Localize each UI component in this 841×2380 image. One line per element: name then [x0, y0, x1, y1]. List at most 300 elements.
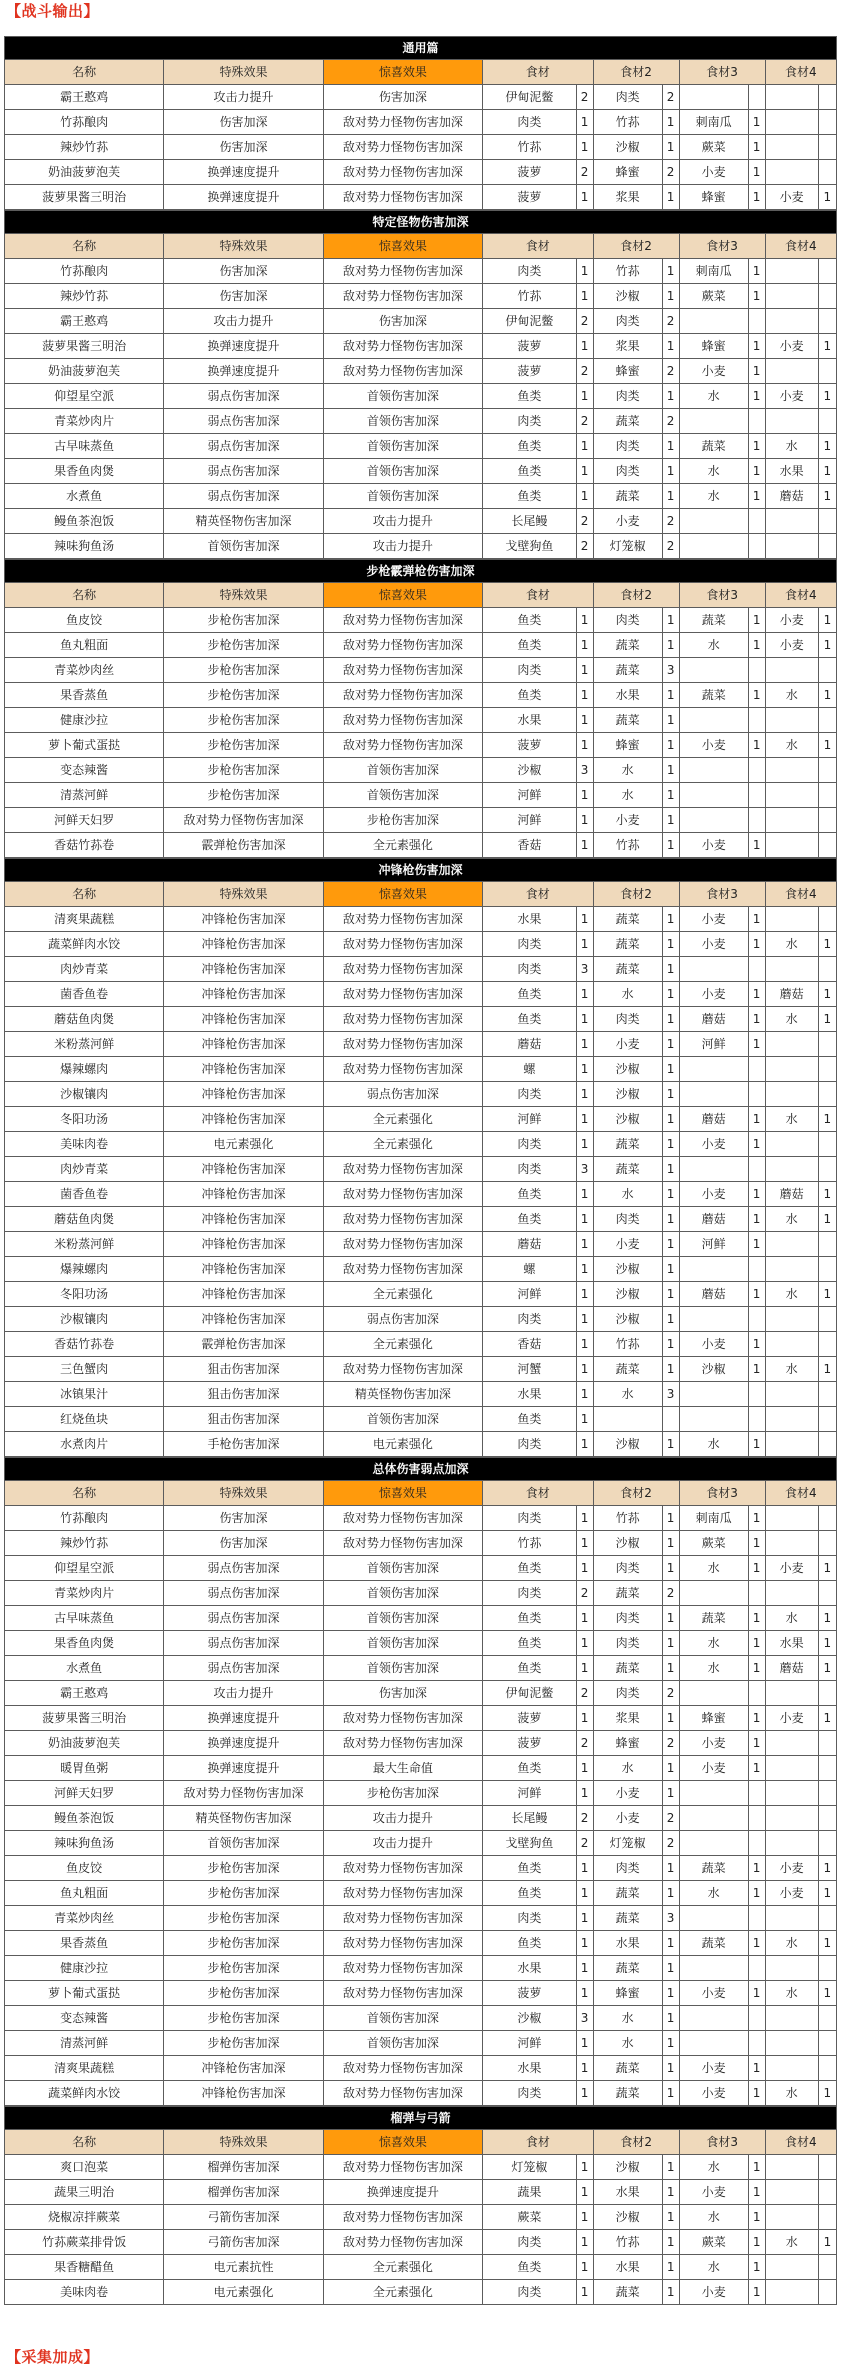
cell-ing2: 蔬菜: [593, 2081, 662, 2106]
cell-ing4-qty: 1: [818, 459, 836, 484]
cell-ing4: [765, 1581, 818, 1606]
cell-ing3: 水: [679, 1631, 748, 1656]
cell-ing1: 鱼类: [483, 1207, 576, 1232]
cell-ing2-qty: 1: [662, 2180, 679, 2205]
cell-ing3-qty: 1: [748, 1756, 765, 1781]
table-row: [5, 1656, 837, 1681]
cell-ing3: 蔬菜: [679, 608, 748, 633]
cell-name: 三色蟹肉: [5, 1357, 164, 1382]
cell-ing4: [765, 1132, 818, 1157]
cell-ing4-qty: [818, 658, 836, 683]
cell-ing2: 肉类: [593, 459, 662, 484]
cell-ing1: 伊甸泥鳖: [483, 1681, 576, 1706]
cell-ing2: 水: [593, 758, 662, 783]
cell-effect: 冲锋枪伤害加深: [164, 1207, 323, 1232]
cell-ing2: 蔬菜: [593, 907, 662, 932]
cell-ing2-qty: 1: [662, 1282, 679, 1307]
cell-effect: 换弹速度提升: [164, 1731, 323, 1756]
cell-ing4: 水: [765, 1107, 818, 1132]
cell-ing4: [765, 808, 818, 833]
cell-ing4: [765, 259, 818, 284]
cell-ing3-qty: 1: [748, 434, 765, 459]
col-effect-header: 特殊效果: [164, 234, 323, 259]
cell-ing1-qty: 1: [576, 2180, 593, 2205]
cell-ing1-qty: 1: [576, 1606, 593, 1631]
cell-ing2: 蔬菜: [593, 484, 662, 509]
table-row: [5, 1332, 837, 1357]
cell-ing1: 鱼类: [483, 1881, 576, 1906]
cell-name: 奶油菠萝泡芙: [5, 160, 164, 185]
cell-ing4-qty: 1: [818, 1207, 836, 1232]
cell-ing1-qty: 1: [576, 1057, 593, 1082]
cell-ing2-qty: 1: [662, 2255, 679, 2280]
cell-ing3: [679, 1307, 748, 1332]
cell-surprise: 最大生命值: [323, 1756, 482, 1781]
cell-surprise: 敌对势力怪物伤害加深: [323, 1357, 482, 1382]
cell-ing1-qty: 1: [576, 1007, 593, 1032]
cell-ing1-qty: 1: [576, 1232, 593, 1257]
table-row: [5, 1207, 837, 1232]
cell-ing3-qty: [748, 658, 765, 683]
cell-ing2: 小麦: [593, 509, 662, 534]
cell-ing3: [679, 708, 748, 733]
cell-ing3-qty: [748, 534, 765, 559]
cell-ing3-qty: 1: [748, 1606, 765, 1631]
cell-name: 河鲜天妇罗: [5, 808, 164, 833]
cell-ing3-qty: 1: [748, 1556, 765, 1581]
cell-surprise: 敌对势力怪物伤害加深: [323, 1931, 482, 1956]
cell-ing1-qty: 1: [576, 1781, 593, 1806]
cell-effect: 步枪伤害加深: [164, 1856, 323, 1881]
cell-ing3: [679, 509, 748, 534]
cell-ing4-qty: 1: [818, 633, 836, 658]
cell-ing3: [679, 85, 748, 110]
cell-ing1-qty: 1: [576, 1182, 593, 1207]
section-title: 榴弹与弓箭: [5, 2107, 837, 2130]
table-row: [5, 833, 837, 858]
cell-surprise: 敌对势力怪物伤害加深: [323, 608, 482, 633]
cell-ing4: [765, 1157, 818, 1182]
cell-ing1: 肉类: [483, 658, 577, 683]
cell-name: 肉炒青菜: [5, 957, 164, 982]
cell-surprise: 敌对势力怪物伤害加深: [323, 1157, 482, 1182]
cell-ing3-qty: 1: [748, 1531, 765, 1556]
cell-effect: 弱点伤害加深: [164, 1631, 323, 1656]
cell-ing4: [765, 1382, 818, 1407]
cell-surprise: 首领伤害加深: [323, 409, 482, 434]
table-row: [5, 808, 837, 833]
table-row: [5, 534, 837, 559]
cell-ing3-qty: [748, 1257, 765, 1282]
cell-ing1: 鱼类: [483, 1182, 576, 1207]
cell-ing4: 小麦: [765, 1706, 818, 1731]
table-row: [5, 957, 837, 982]
table-row: [5, 284, 837, 309]
cell-effect: 换弹速度提升: [164, 334, 323, 359]
cell-ing2: 竹荪: [593, 259, 662, 284]
cell-ing1-qty: 1: [576, 1631, 593, 1656]
table-row: [5, 1032, 837, 1057]
cell-ing3: [679, 783, 748, 808]
cell-ing2-qty: 1: [662, 259, 679, 284]
cell-name: 鱼皮饺: [5, 1856, 164, 1881]
cell-ing4: [765, 708, 818, 733]
cell-ing4: [765, 1432, 818, 1457]
cell-ing2-qty: 2: [662, 359, 679, 384]
gathering-bonus-heading: 【采集加成】: [6, 2348, 100, 2366]
cell-ing1: 菠萝: [483, 733, 577, 758]
header-row: [5, 1481, 837, 1506]
cell-ing2-qty: 1: [662, 110, 679, 135]
cell-ing3: 蘑菇: [679, 1107, 748, 1132]
cell-surprise: 首领伤害加深: [323, 1407, 482, 1432]
table-row: [5, 160, 837, 185]
cell-ing1: 鱼类: [483, 2255, 577, 2280]
cell-ing2-qty: 1: [662, 758, 679, 783]
cell-surprise: 敌对势力怪物伤害加深: [323, 135, 482, 160]
cell-effect: 弱点伤害加深: [164, 484, 323, 509]
cell-effect: 电元素强化: [164, 2280, 323, 2305]
cell-ing2-qty: 1: [662, 1032, 679, 1057]
cell-ing1-qty: 1: [576, 1132, 593, 1157]
cell-effect: 狙击伤害加深: [164, 1357, 323, 1382]
table-row: [5, 1881, 837, 1906]
cell-ing4: [765, 1506, 818, 1531]
cell-ing4-qty: [818, 783, 836, 808]
cell-ing4-qty: [818, 1032, 836, 1057]
cell-ing3-qty: 1: [748, 1207, 765, 1232]
cell-ing4: 水: [765, 733, 818, 758]
cell-name: 美味肉卷: [5, 1132, 164, 1157]
cell-ing2: 灯笼椒: [593, 534, 662, 559]
cell-name: 果香蒸鱼: [5, 1931, 164, 1956]
cell-ing4-qty: 1: [818, 1856, 836, 1881]
cell-ing4: [765, 2056, 818, 2081]
cell-ing3: 蘑菇: [679, 1007, 748, 1032]
cell-name: 萝卜葡式蛋挞: [5, 733, 164, 758]
header-row: [5, 60, 837, 85]
cell-ing2-qty: 1: [662, 932, 679, 957]
cell-ing2: 肉类: [593, 1681, 662, 1706]
cell-ing3-qty: 1: [748, 932, 765, 957]
table-row: [5, 1107, 837, 1132]
cell-ing1: 肉类: [483, 1132, 576, 1157]
cell-surprise: 敌对势力怪物伤害加深: [323, 110, 482, 135]
cell-ing1-qty: 3: [576, 758, 593, 783]
cell-ing2-qty: 1: [662, 1856, 679, 1881]
cell-ing1: 竹荪: [483, 1531, 576, 1556]
cell-ing3: 水: [679, 1656, 748, 1681]
cell-ing2-qty: 1: [662, 1182, 679, 1207]
cell-ing4-qty: [818, 135, 836, 160]
table-row: [5, 2031, 837, 2056]
cell-ing1: 河鲜: [483, 783, 577, 808]
cell-ing2: 蔬菜: [593, 633, 662, 658]
cell-ing2: 蔬菜: [593, 1581, 662, 1606]
cell-ing3-qty: 1: [748, 284, 765, 309]
cell-ing1-qty: 1: [576, 2031, 593, 2056]
cell-ing3-qty: 1: [748, 2081, 765, 2106]
table-row: [5, 1232, 837, 1257]
cell-ing4: [765, 2205, 818, 2230]
cell-ing4: 水果: [765, 1631, 818, 1656]
cell-ing3: [679, 1382, 748, 1407]
cell-ing4: 水: [765, 1282, 818, 1307]
cell-ing4: [765, 1082, 818, 1107]
cell-ing4-qty: 1: [818, 1606, 836, 1631]
cell-name: 健康沙拉: [5, 708, 164, 733]
cell-effect: 步枪伤害加深: [164, 733, 323, 758]
cell-ing4: [765, 833, 818, 858]
cell-ing4: 蘑菇: [765, 1656, 818, 1681]
table-row: [5, 1007, 837, 1032]
cell-ing4: 小麦: [765, 185, 818, 210]
cell-ing3-qty: [748, 1806, 765, 1831]
section-table: [4, 210, 837, 559]
cell-ing3-qty: [748, 2006, 765, 2031]
cell-effect: 冲锋枪伤害加深: [164, 1007, 323, 1032]
cell-ing2: 蔬菜: [593, 409, 662, 434]
cell-surprise: 首领伤害加深: [323, 1631, 482, 1656]
cell-ing3-qty: 1: [748, 1981, 765, 2006]
cell-ing2-qty: 1: [662, 683, 679, 708]
cell-ing3-qty: 1: [748, 2180, 765, 2205]
col-ingredient1-header: 食材: [483, 882, 593, 907]
cell-ing4-qty: [818, 359, 836, 384]
cell-ing2: 沙椒: [593, 1107, 662, 1132]
cell-name: 冬阳功汤: [5, 1282, 164, 1307]
cell-ing3-qty: 1: [748, 2230, 765, 2255]
cell-ing3: [679, 1956, 748, 1981]
cell-surprise: 敌对势力怪物伤害加深: [323, 1531, 482, 1556]
cell-name: 鳗鱼茶泡饭: [5, 1806, 164, 1831]
cell-ing3: [679, 758, 748, 783]
cell-ing3: 水: [679, 2155, 748, 2180]
cell-ing3-qty: 1: [748, 259, 765, 284]
section-table: [4, 1457, 837, 2106]
cell-ing1-qty: 1: [576, 1407, 593, 1432]
cell-ing2: 肉类: [593, 608, 662, 633]
cell-ing3: 刺南瓜: [679, 110, 748, 135]
cell-effect: 步枪伤害加深: [164, 633, 323, 658]
cell-ing4-qty: [818, 1257, 836, 1282]
cell-ing2-qty: 1: [662, 1207, 679, 1232]
cell-surprise: 敌对势力怪物伤害加深: [323, 1881, 482, 1906]
table-row: [5, 309, 837, 334]
col-surprise-header: 惊喜效果: [323, 2130, 482, 2155]
cell-ing1-qty: 1: [576, 1906, 593, 1931]
cell-name: 辣炒竹荪: [5, 1531, 164, 1556]
cell-surprise: 弱点伤害加深: [323, 1307, 482, 1332]
table-row: [5, 982, 837, 1007]
cell-ing2-qty: 1: [662, 833, 679, 858]
cell-effect: 步枪伤害加深: [164, 2031, 323, 2056]
cell-ing2-qty: 1: [662, 1606, 679, 1631]
cell-ing3: [679, 1257, 748, 1282]
cell-ing3-qty: 1: [748, 683, 765, 708]
table-row: [5, 783, 837, 808]
cell-ing2: 沙椒: [593, 1082, 662, 1107]
cell-ing3: 蔬菜: [679, 1606, 748, 1631]
cell-ing2: 蔬菜: [593, 2280, 662, 2305]
cell-ing2: 水果: [593, 683, 662, 708]
cell-ing1-qty: 1: [576, 2255, 593, 2280]
cell-ing1: 蘑菇: [483, 1032, 576, 1057]
cell-ing1: 肉类: [483, 409, 576, 434]
cell-effect: 伤害加深: [164, 135, 323, 160]
cell-ing3: 小麦: [679, 1731, 748, 1756]
cell-ing4-qty: [818, 758, 836, 783]
cell-name: 辣炒竹荪: [5, 284, 164, 309]
cell-ing2: 水果: [593, 2255, 662, 2280]
cell-ing4: [765, 1332, 818, 1357]
table-row: [5, 2230, 837, 2255]
cell-ing1: 灯笼椒: [483, 2155, 577, 2180]
table-row: [5, 2255, 837, 2280]
cell-ing3-qty: 1: [748, 1282, 765, 1307]
cell-effect: 电元素强化: [164, 1132, 323, 1157]
cell-ing4: 小麦: [765, 633, 818, 658]
cell-ing2-qty: 3: [662, 658, 679, 683]
cell-surprise: 敌对势力怪物伤害加深: [323, 1706, 482, 1731]
cell-ing2: 水: [593, 2031, 662, 2056]
cell-effect: 霰弹枪伤害加深: [164, 1332, 323, 1357]
cell-ing2-qty: 1: [662, 633, 679, 658]
cell-surprise: 首领伤害加深: [323, 1606, 482, 1631]
cell-ing1-qty: 2: [576, 1581, 593, 1606]
cell-name: 竹荪酿肉: [5, 110, 164, 135]
cell-ing3: 小麦: [679, 2180, 748, 2205]
section-title: 冲锋枪伤害加深: [5, 859, 837, 882]
cell-ing3-qty: [748, 808, 765, 833]
cell-name: 冰镇果汁: [5, 1382, 164, 1407]
cell-ing2-qty: 1: [662, 733, 679, 758]
cell-ing4-qty: [818, 1581, 836, 1606]
cell-ing2: 沙椒: [593, 2155, 662, 2180]
cell-effect: 霰弹枪伤害加深: [164, 833, 323, 858]
table-row: [5, 509, 837, 534]
cell-ing4-qty: [818, 1332, 836, 1357]
cell-ing3: 水: [679, 1881, 748, 1906]
cell-effect: 弱点伤害加深: [164, 384, 323, 409]
cell-ing1: 菠萝: [483, 359, 576, 384]
col-ingredient3-header: 食材3: [679, 882, 765, 907]
cell-ing3: [679, 1781, 748, 1806]
cell-ing1-qty: 2: [576, 85, 593, 110]
cell-ing3: [679, 1581, 748, 1606]
cell-ing2-qty: 1: [662, 783, 679, 808]
cell-effect: 弱点伤害加深: [164, 1606, 323, 1631]
cell-ing4: [765, 2280, 818, 2305]
cell-effect: 弱点伤害加深: [164, 1581, 323, 1606]
cell-effect: 弱点伤害加深: [164, 434, 323, 459]
table-row: [5, 1581, 837, 1606]
cell-effect: 敌对势力怪物伤害加深: [164, 1781, 323, 1806]
cell-name: 米粉蒸河鲜: [5, 1232, 164, 1257]
table-row: [5, 2081, 837, 2106]
cell-ing2: 水: [593, 1382, 662, 1407]
cell-ing3-qty: 1: [748, 185, 765, 210]
cell-name: 菠萝果酱三明治: [5, 1706, 164, 1731]
cell-name: 蔬果三明治: [5, 2180, 164, 2205]
cell-ing2: 沙椒: [593, 1531, 662, 1556]
cell-ing2: 小麦: [593, 1806, 662, 1831]
cell-name: 奶油菠萝泡芙: [5, 1731, 164, 1756]
cell-ing3-qty: 1: [748, 1107, 765, 1132]
cell-ing3: 小麦: [679, 982, 748, 1007]
cell-ing4: [765, 1781, 818, 1806]
cell-ing2: 蔬菜: [593, 932, 662, 957]
cell-ing2: 竹荪: [593, 1506, 662, 1531]
cell-ing1-qty: 1: [576, 110, 593, 135]
cell-ing2-qty: 1: [662, 2230, 679, 2255]
table-row: [5, 484, 837, 509]
cell-ing2: [593, 1407, 662, 1432]
cell-ing3-qty: 1: [748, 384, 765, 409]
cell-ing2-qty: 2: [662, 160, 679, 185]
cell-effect: 换弹速度提升: [164, 1706, 323, 1731]
cell-ing3: 小麦: [679, 1132, 748, 1157]
cell-name: 香菇竹荪卷: [5, 833, 164, 858]
cell-ing3-qty: [748, 1157, 765, 1182]
cell-ing2: 肉类: [593, 1856, 662, 1881]
cell-surprise: 敌对势力怪物伤害加深: [323, 907, 482, 932]
cell-name: 鳗鱼茶泡饭: [5, 509, 164, 534]
cell-surprise: 敌对势力怪物伤害加深: [323, 160, 482, 185]
cell-name: 菠萝果酱三明治: [5, 334, 164, 359]
cell-ing4-qty: [818, 1756, 836, 1781]
cell-ing4: 小麦: [765, 1881, 818, 1906]
cell-ing1-qty: 1: [576, 1082, 593, 1107]
cell-ing2-qty: 1: [662, 2081, 679, 2106]
cell-ing3-qty: 1: [748, 110, 765, 135]
cell-ing1: 长尾鳗: [483, 509, 576, 534]
cell-surprise: 攻击力提升: [323, 509, 482, 534]
cell-ing4: 蘑菇: [765, 1182, 818, 1207]
col-name-header: 名称: [5, 60, 164, 85]
cell-ing2: 沙椒: [593, 1307, 662, 1332]
cell-ing1-qty: 1: [576, 1307, 593, 1332]
cell-ing3-qty: 1: [748, 135, 765, 160]
cell-ing2-qty: 1: [662, 957, 679, 982]
cell-ing3: 水: [679, 633, 748, 658]
cell-ing4-qty: [818, 1906, 836, 1931]
cell-surprise: 敌对势力怪物伤害加深: [323, 259, 482, 284]
cell-effect: 狙击伤害加深: [164, 1407, 323, 1432]
cell-ing2-qty: 1: [662, 1107, 679, 1132]
cell-name: 变态辣酱: [5, 2006, 164, 2031]
cell-ing1-qty: 1: [576, 2081, 593, 2106]
cell-ing1-qty: 1: [576, 683, 593, 708]
cell-ing4: [765, 110, 818, 135]
cell-ing1-qty: 1: [576, 932, 593, 957]
cell-ing2-qty: 2: [662, 1831, 679, 1856]
cell-ing2-qty: 1: [662, 1531, 679, 1556]
table-row: [5, 1856, 837, 1881]
cell-ing2-qty: 1: [662, 1132, 679, 1157]
cell-ing2: 小麦: [593, 1032, 662, 1057]
cell-ing4-qty: [818, 1432, 836, 1457]
cell-ing2: 水: [593, 2006, 662, 2031]
cell-effect: 攻击力提升: [164, 85, 323, 110]
cell-ing3-qty: 1: [748, 1656, 765, 1681]
cell-ing1: 水果: [483, 708, 577, 733]
cell-name: 美味肉卷: [5, 2280, 164, 2305]
cell-surprise: 首领伤害加深: [323, 434, 482, 459]
cell-ing2-qty: 1: [662, 1057, 679, 1082]
cell-ing4-qty: 1: [818, 1007, 836, 1032]
table-row: [5, 1257, 837, 1282]
